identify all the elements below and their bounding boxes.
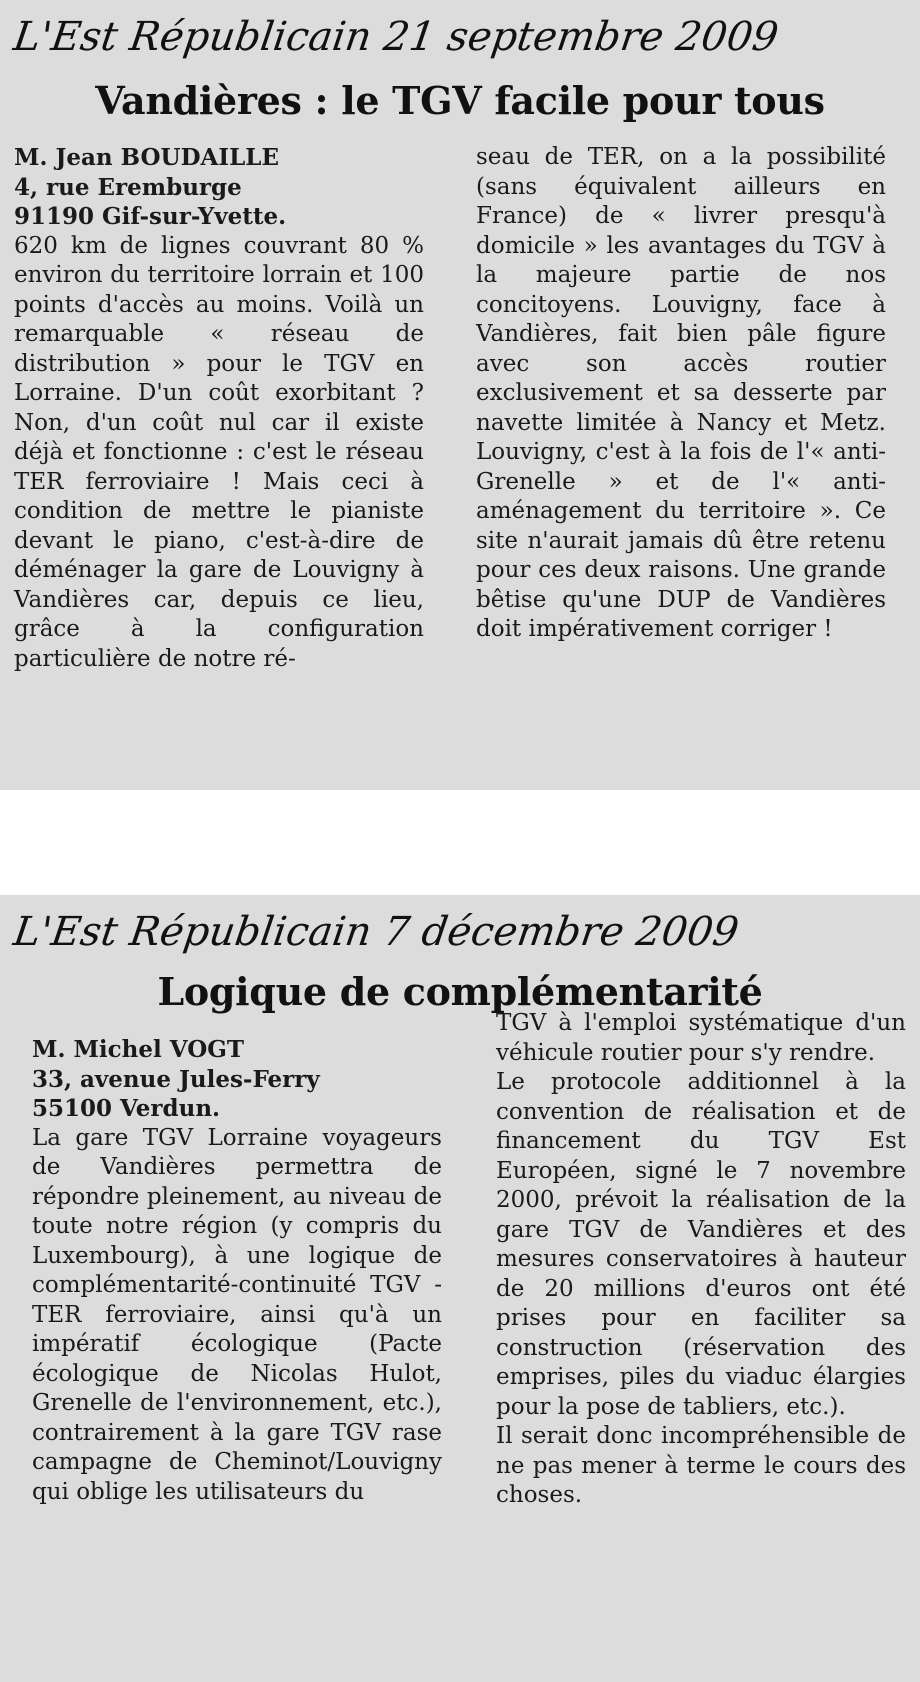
author-name: M. Michel VOGT bbox=[32, 1036, 245, 1063]
author-city: 91190 Gif-sur-Yvette. bbox=[14, 203, 287, 230]
article-headline: Logique de complémentarité bbox=[157, 969, 763, 1014]
author-city: 55100 Verdun. bbox=[32, 1095, 221, 1122]
handwritten-source-date: L'Est Républicain 21 septembre 2009 bbox=[10, 14, 782, 60]
article-column-right bbox=[476, 143, 886, 645]
newspaper-clipping-2 bbox=[0, 895, 920, 1682]
newspaper-clipping-1 bbox=[0, 0, 920, 790]
page-gap bbox=[0, 790, 920, 895]
author-street: 33, avenue Jules-Ferry bbox=[32, 1065, 320, 1093]
article-paragraph: seau de TER, on a la possibilité (sans équivalent ailleurs en France) de « livrer presqu'à domicile » les avantages du TGV à la majeure partie de nos concitoyens. Louvigny, face à Vandières, fait bien pâle figure avec son accès routier exclusivement et sa desserte par navette limitée à Nancy et Metz. Louvigny, c'est à la fois de l'« anti-Grenelle » et de l'« anti-aménagement du territoire ». Ce site n'aurait jamais dû être retenu pour ces deux raisons. Une grande bêtise qu'une DUP de Vandières doit impérativement corriger ! bbox=[476, 144, 886, 642]
author-name: M. Jean BOUDAILLE bbox=[14, 144, 280, 171]
handwritten-source-date: L'Est Républicain 7 décembre 2009 bbox=[10, 909, 742, 955]
article-paragraph: TGV à l'emploi systématique d'un véhicule routier pour s'y rendre. bbox=[496, 1010, 906, 1066]
article-column-left bbox=[14, 143, 424, 674]
article-paragraph: Il serait donc incompréhensible de ne pas mener à terme le cours des choses. bbox=[496, 1423, 906, 1508]
article-paragraph: La gare TGV Lorraine voyageurs de Vandières permettra de répondre pleinement, au niveau de toute notre région (y compris du Luxembourg), à une logique de complémentarité-continuité TGV - TER ferroviaire, ainsi qu'à un impératif écologique (Pacte écologique de Nicolas Hulot, Grenelle de l'environnement, etc.), contrairement à la gare TGV rase campagne de Cheminot/Louvigny qui oblige les utilisateurs du bbox=[32, 1124, 442, 1505]
author-street: 4, rue Eremburge bbox=[14, 173, 242, 201]
article-column-left bbox=[32, 1035, 442, 1507]
author-block bbox=[32, 1035, 442, 1124]
article-paragraph: Le protocole additionnel à la convention de réalisation et de financement du TGV Est Européen, signé le 7 novembre 2000, prévoit la réalisation de la gare TGV de Vandières et des mesures conservatoires à hauteur de 20 millions d'euros ont été prises pour en faciliter sa construction (réservation des emprises, piles du viaduc élargies pour la pose de tabliers, etc.). bbox=[496, 1069, 906, 1420]
article-headline: Vandières : le TGV facile pour tous bbox=[95, 78, 825, 123]
author-block bbox=[14, 143, 424, 232]
article-column-right bbox=[496, 1009, 906, 1511]
article-paragraph: 620 km de lignes couvrant 80 % environ du territoire lorrain et 100 points d'accès au moins. Voilà un remarquable « réseau de distribution » pour le TGV en Lorraine. D'un coût exorbitant ? Non, d'un coût nul car il existe déjà et fonctionne : c'est le réseau TER ferroviaire ! Mais ceci à condition de mettre le pianiste devant le piano, c'est-à-dire de déménager la gare de Louvigny à Vandières car, depuis ce lieu, grâce à la configuration particulière de notre ré- bbox=[14, 232, 424, 672]
